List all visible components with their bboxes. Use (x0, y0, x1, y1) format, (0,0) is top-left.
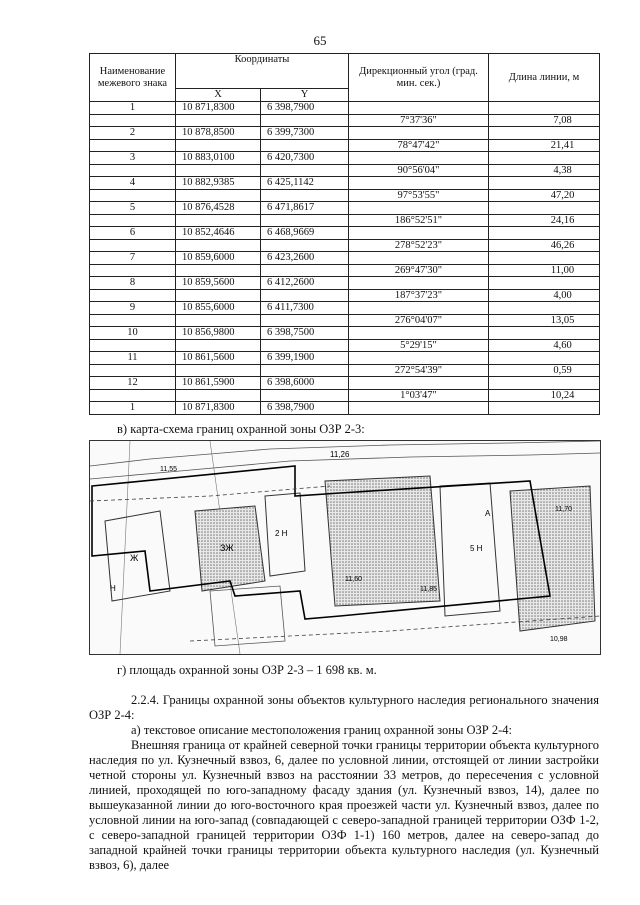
cell-empty (489, 152, 600, 165)
cell-empty (349, 327, 489, 340)
table-row-point (90, 227, 600, 240)
cell-length: 4,38 (489, 164, 600, 177)
map-label-k: 11,55 (160, 466, 177, 473)
cell-empty (176, 139, 261, 152)
cell-empty (261, 239, 349, 252)
cell-empty (489, 102, 600, 115)
cell-x: 10 852,4646 (176, 227, 261, 240)
map-label-d: 5 Н (470, 544, 483, 553)
cell-length: 46,26 (489, 239, 600, 252)
cell-empty (349, 202, 489, 215)
boundary-map (89, 440, 601, 655)
cell-empty (349, 227, 489, 240)
cell-empty (349, 377, 489, 390)
table-row-point (90, 202, 600, 215)
cell-angle: 5°29'15" (349, 339, 489, 352)
cell-empty (176, 389, 261, 402)
cell-empty (489, 402, 600, 415)
cell-empty (90, 264, 176, 277)
cell-empty (176, 164, 261, 177)
table-row-segment (90, 114, 600, 127)
cell-empty (261, 339, 349, 352)
cell-y: 6 425,1142 (261, 177, 349, 190)
cell-y: 6 398,7900 (261, 102, 349, 115)
cell-empty (176, 289, 261, 302)
cell-point-number: 10 (90, 327, 176, 340)
cell-angle: 269°47'30" (349, 264, 489, 277)
cell-empty (349, 102, 489, 115)
header-length: Длина линии, м (489, 54, 600, 102)
map-label-l: 10,98 (550, 636, 568, 643)
cell-empty (349, 252, 489, 265)
cell-empty (349, 352, 489, 365)
cell-length: 47,20 (489, 189, 600, 202)
cell-length: 10,24 (489, 389, 600, 402)
table-row-point (90, 352, 600, 365)
map-label-j: 11,85 (420, 586, 437, 593)
cell-point-number: 2 (90, 127, 176, 140)
cell-empty (489, 252, 600, 265)
map-label-g: А (485, 509, 491, 518)
table-row-point (90, 177, 600, 190)
table-row-segment (90, 239, 600, 252)
cell-empty (489, 302, 600, 315)
map-label-e: Ж (130, 553, 139, 563)
cell-empty (90, 114, 176, 127)
cell-empty (349, 302, 489, 315)
cell-point-number: 1 (90, 102, 176, 115)
cell-y: 6 412,2600 (261, 277, 349, 290)
cell-length: 21,41 (489, 139, 600, 152)
header-x: X (176, 89, 261, 102)
cell-angle: 97°53'55" (349, 189, 489, 202)
cell-empty (176, 339, 261, 352)
cell-y: 6 398,7900 (261, 402, 349, 415)
cell-length: 24,16 (489, 214, 600, 227)
table-row-segment (90, 364, 600, 377)
cell-empty (90, 189, 176, 202)
cell-empty (349, 277, 489, 290)
cell-empty (261, 139, 349, 152)
cell-empty (176, 189, 261, 202)
description-paragraph: Внешняя граница от крайней северной точки границы территории объекта культурного наследия по ул. Кузнечный взвоз, 6, далее по условной линии, отстоящей от линии застройки четной стороны ул. Кузнечный взвоз на расстоянии 33 метров, до пересечения с условной линией, проходящей по юго-западному фасаду здания (ул. Кузнечный взвоз, 14), далее по вышеуказанной линии до юго-восточного края проезжей части ул. Кузнечный взвоз, далее по условной линии на юго-запад (совпадающей с северо-западной границей территории ОЗФ 1-2, с северо-западной границей территории ОЗФ 1-1) 160 метров, далее на северо-запад до западной крайней точки границы территории объекта культурного наследия (ул. Кузнечный взвоз, 6), далее (89, 738, 599, 872)
cell-angle: 78°47'42" (349, 139, 489, 152)
cell-x: 10 855,6000 (176, 302, 261, 315)
table-row-segment (90, 314, 600, 327)
table-row-segment (90, 214, 600, 227)
cell-y: 6 423,2600 (261, 252, 349, 265)
cell-point-number: 11 (90, 352, 176, 365)
cell-empty (489, 277, 600, 290)
cell-length: 4,60 (489, 339, 600, 352)
cell-empty (176, 214, 261, 227)
cell-angle: 90°56'04" (349, 164, 489, 177)
cell-empty (489, 227, 600, 240)
cell-point-number: 4 (90, 177, 176, 190)
cell-empty (90, 364, 176, 377)
cell-angle: 186°52'51" (349, 214, 489, 227)
cell-x: 10 876,4528 (176, 202, 261, 215)
map-label-c: 2 Н (275, 529, 288, 538)
table-body (90, 102, 600, 415)
cell-length: 11,00 (489, 264, 600, 277)
cell-x: 10 856,9800 (176, 327, 261, 340)
cell-point-number: 7 (90, 252, 176, 265)
cell-empty (261, 289, 349, 302)
cell-empty (176, 364, 261, 377)
map-label-b: ЗЖ (220, 543, 234, 553)
cell-empty (261, 314, 349, 327)
table-row-point (90, 402, 600, 415)
cell-empty (489, 127, 600, 140)
cell-x: 10 859,6000 (176, 252, 261, 265)
table-row-point (90, 327, 600, 340)
cell-point-number: 1 (90, 402, 176, 415)
cell-length: 13,05 (489, 314, 600, 327)
cell-y: 6 468,9669 (261, 227, 349, 240)
cell-empty (90, 214, 176, 227)
area-text: г) площадь охранной зоны ОЗР 2-3 – 1 698 кв. м. (117, 663, 377, 677)
table-row-segment (90, 289, 600, 302)
table-row-segment (90, 189, 600, 202)
map-label-i: 11,70 (555, 506, 572, 513)
cell-point-number: 5 (90, 202, 176, 215)
cell-point-number: 9 (90, 302, 176, 315)
sub-a: а) текстовое описание местоположения границ охранной зоны ОЗР 2-4: (131, 723, 512, 737)
cell-y: 6 411,7300 (261, 302, 349, 315)
map-caption: в) карта-схема границ охранной зоны ОЗР 2-3: (117, 422, 365, 436)
cell-empty (261, 364, 349, 377)
header-name: Наименование межевого знака (90, 54, 176, 102)
cell-x: 10 882,9385 (176, 177, 261, 190)
cell-empty (90, 239, 176, 252)
map-label-a: 11,26 (330, 450, 350, 459)
cell-point-number: 3 (90, 152, 176, 165)
cell-empty (176, 239, 261, 252)
cell-empty (261, 264, 349, 277)
cell-empty (261, 214, 349, 227)
cell-y: 6 398,6000 (261, 377, 349, 390)
cell-empty (176, 114, 261, 127)
cell-y: 6 399,1900 (261, 352, 349, 365)
cell-y: 6 471,8617 (261, 202, 349, 215)
table-row-segment (90, 264, 600, 277)
cell-length: 7,08 (489, 114, 600, 127)
section-block (89, 693, 599, 873)
cell-empty (349, 152, 489, 165)
cell-empty (489, 327, 600, 340)
table-row-point (90, 302, 600, 315)
cell-empty (349, 127, 489, 140)
cell-angle: 187°37'23" (349, 289, 489, 302)
map-drawing (90, 441, 600, 654)
cell-point-number: 12 (90, 377, 176, 390)
section-title: 2.2.4. Границы охранной зоны объектов культурного наследия регионального значения ОЗР 2-4: (89, 693, 599, 722)
cell-x: 10 871,8300 (176, 402, 261, 415)
cell-y: 6 399,7300 (261, 127, 349, 140)
cell-empty (261, 189, 349, 202)
header-y: Y (261, 89, 349, 102)
table-row-point (90, 127, 600, 140)
cell-angle: 272°54'39" (349, 364, 489, 377)
cell-empty (489, 352, 600, 365)
cell-y: 6 398,7500 (261, 327, 349, 340)
cell-empty (90, 314, 176, 327)
cell-x: 10 861,5900 (176, 377, 261, 390)
cell-angle: 1°03'47" (349, 389, 489, 402)
cell-length: 0,59 (489, 364, 600, 377)
table-row-point (90, 252, 600, 265)
table-row-point (90, 277, 600, 290)
cell-empty (90, 389, 176, 402)
cell-angle: 7°37'36" (349, 114, 489, 127)
coordinates-table (89, 53, 600, 415)
cell-empty (90, 339, 176, 352)
cell-x: 10 861,5600 (176, 352, 261, 365)
cell-empty (261, 164, 349, 177)
cell-empty (489, 377, 600, 390)
cell-x: 10 878,8500 (176, 127, 261, 140)
cell-length: 4,00 (489, 289, 600, 302)
cell-empty (349, 402, 489, 415)
header-angle: Дирекционный угол (град. мин. сек.) (349, 54, 489, 102)
cell-point-number: 8 (90, 277, 176, 290)
table-row-point (90, 377, 600, 390)
cell-empty (90, 139, 176, 152)
cell-empty (90, 164, 176, 177)
map-label-h: 11,60 (345, 576, 362, 583)
cell-x: 10 883,0100 (176, 152, 261, 165)
cell-angle: 276°04'07" (349, 314, 489, 327)
header-coords: Координаты (176, 54, 349, 89)
page-number: 65 (313, 33, 327, 48)
cell-y: 6 420,7300 (261, 152, 349, 165)
table-row-point (90, 152, 600, 165)
table-row-segment (90, 164, 600, 177)
cell-empty (90, 289, 176, 302)
cell-empty (261, 114, 349, 127)
table-row-segment (90, 389, 600, 402)
table-row-segment (90, 139, 600, 152)
cell-x: 10 871,8300 (176, 102, 261, 115)
cell-empty (176, 314, 261, 327)
cell-empty (489, 202, 600, 215)
cell-empty (489, 177, 600, 190)
table-row-point (90, 102, 600, 115)
table-row-segment (90, 339, 600, 352)
cell-x: 10 859,5600 (176, 277, 261, 290)
map-label-f: Н (110, 584, 116, 593)
cell-empty (349, 177, 489, 190)
cell-empty (261, 389, 349, 402)
cell-empty (176, 264, 261, 277)
cell-point-number: 6 (90, 227, 176, 240)
cell-angle: 278°52'23" (349, 239, 489, 252)
